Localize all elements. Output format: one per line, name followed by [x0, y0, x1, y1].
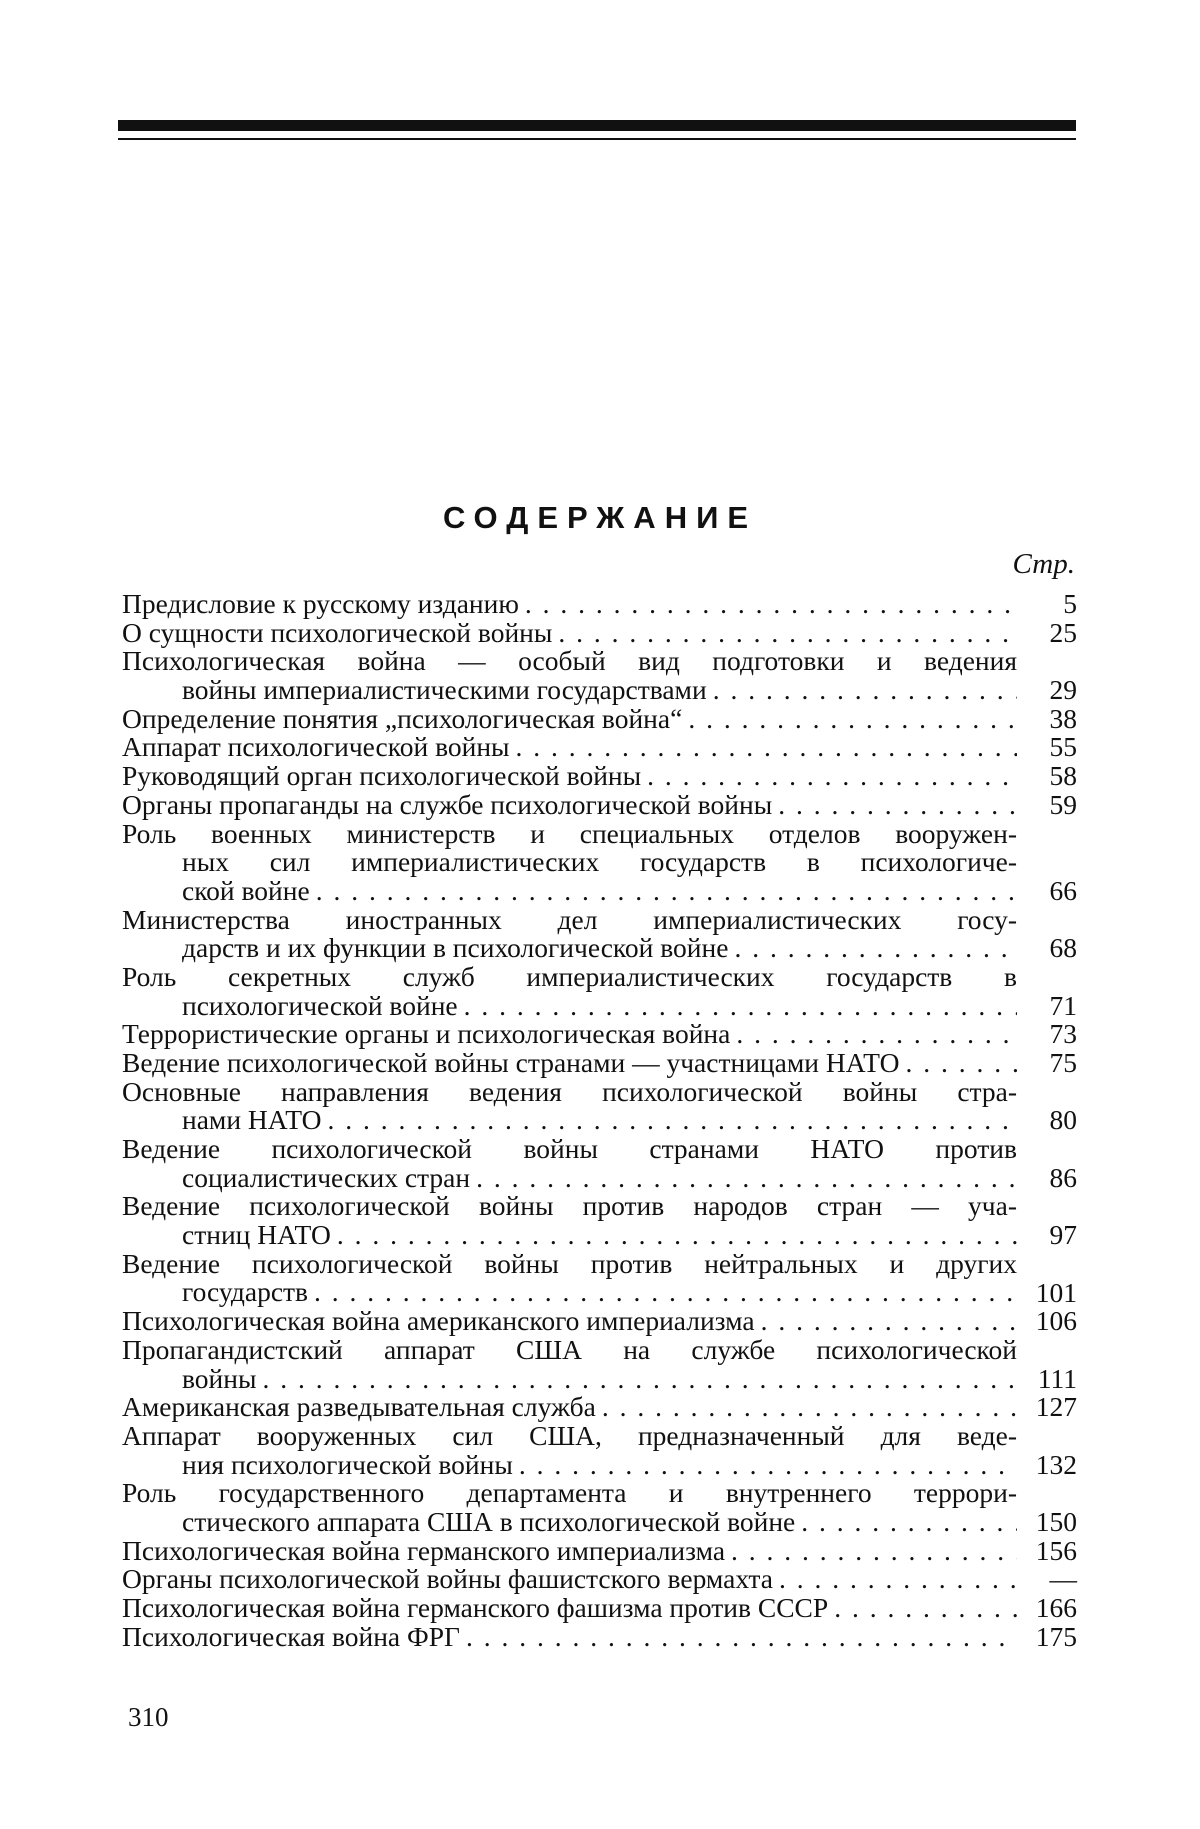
toc-entry-text: Ведение психологической войны странами — участницами НАТО — [122, 1049, 899, 1078]
toc-entry-line — [122, 733, 1017, 762]
toc-page-number: 111 — [1017, 1365, 1077, 1394]
toc-entry-line — [122, 1451, 1017, 1480]
page-title: СОДЕРЖАНИЕ — [0, 500, 1200, 536]
dot-leader — [734, 934, 1017, 963]
toc-entry — [122, 1422, 1077, 1479]
toc-entry — [122, 1336, 1077, 1393]
toc-entry-text: стического аппарата США в психологической войне — [182, 1508, 795, 1537]
toc-page-number: 127 — [1017, 1393, 1077, 1422]
toc-entry-line — [122, 1479, 1017, 1508]
toc-entry-text: ской войне — [182, 877, 310, 906]
toc-entry-line — [122, 992, 1017, 1021]
toc-entry-line — [122, 1250, 1017, 1279]
dot-leader — [328, 1106, 1017, 1135]
toc-entry-text: войны — [182, 1365, 256, 1394]
toc-entry-line — [122, 1365, 1017, 1394]
toc-entry — [122, 963, 1077, 1020]
toc-entry — [122, 619, 1077, 648]
toc-entry — [122, 1479, 1077, 1536]
dot-leader — [731, 1537, 1017, 1566]
toc-entry — [122, 1565, 1077, 1594]
dot-leader — [779, 1565, 1017, 1594]
dot-leader — [337, 1221, 1017, 1250]
toc-entry-line — [122, 762, 1017, 791]
page-column-header: Стр. — [1005, 548, 1075, 581]
toc-entry-line — [122, 848, 1017, 877]
toc-page-number: 66 — [1017, 877, 1077, 906]
toc-entry-line — [122, 590, 1017, 619]
toc-page-number: 73 — [1017, 1020, 1077, 1049]
toc-entry-line — [122, 1307, 1017, 1336]
toc-page-number: 101 — [1017, 1279, 1077, 1308]
toc-entry-text: Аппарат вооруженных сил США, предназначенный для веде- — [122, 1420, 1017, 1451]
toc-entry-text: Психологическая война — особый вид подготовки и ведения — [122, 645, 1017, 676]
toc-entry-text: Психологическая война американского империализма — [122, 1307, 755, 1336]
toc-entry-line — [122, 1279, 1017, 1308]
toc-entry-line — [122, 906, 1017, 935]
toc-page-number: 86 — [1017, 1164, 1077, 1193]
toc-entry — [122, 1307, 1077, 1336]
dot-leader — [688, 705, 1017, 734]
toc-entry-line — [122, 1336, 1017, 1365]
toc-entry-text: Роль секретных служб империалистических государств в — [122, 961, 1017, 992]
page-number: 310 — [128, 1702, 169, 1733]
toc-entry-text: О сущности психологической войны — [122, 619, 552, 648]
toc-page-number: 38 — [1017, 705, 1077, 734]
dot-leader — [525, 590, 1017, 619]
toc-entry-text: дарств и их функции в психологической войне — [182, 934, 728, 963]
toc-entry-line — [122, 705, 1017, 734]
toc-entry — [122, 647, 1077, 704]
dot-leader — [476, 1164, 1017, 1193]
toc-page-number: 58 — [1017, 762, 1077, 791]
toc-entry-line — [122, 791, 1017, 820]
toc-entry-line — [122, 1106, 1017, 1135]
toc-page-number: 71 — [1017, 992, 1077, 1021]
toc-page-number: 166 — [1017, 1594, 1077, 1623]
toc-entry-line — [122, 1393, 1017, 1422]
toc-entry — [122, 1594, 1077, 1623]
toc-entry — [122, 1537, 1077, 1566]
toc-entry — [122, 1135, 1077, 1192]
toc-entry-line — [122, 1594, 1017, 1623]
dot-leader — [801, 1508, 1017, 1537]
toc-entry-text: Предисловие к русскому изданию — [122, 590, 519, 619]
dot-leader — [558, 619, 1017, 648]
toc-page-number: 106 — [1017, 1307, 1077, 1336]
toc-entry-text: стниц НАТО — [182, 1221, 331, 1250]
toc-entry — [122, 733, 1077, 762]
toc-entry-line — [122, 676, 1017, 705]
toc-page-number: 59 — [1017, 791, 1077, 820]
toc-entry — [122, 1049, 1077, 1078]
toc-entry-text: социалистических стран — [182, 1164, 470, 1193]
dot-leader — [905, 1049, 1017, 1078]
dot-leader — [464, 992, 1017, 1021]
toc-entry — [122, 1078, 1077, 1135]
toc-page-number: 175 — [1017, 1623, 1077, 1652]
toc-entry — [122, 1623, 1077, 1652]
toc-entry-line — [122, 1508, 1017, 1537]
toc-entry-text: Ведение психологической войны против нейтральных и других — [122, 1248, 1017, 1279]
toc-entry — [122, 1192, 1077, 1249]
toc-entry-line — [122, 1135, 1017, 1164]
dot-leader — [262, 1365, 1017, 1394]
toc-entry — [122, 1250, 1077, 1307]
toc-page-number: 80 — [1017, 1106, 1077, 1135]
toc-entry-line — [122, 1422, 1017, 1451]
dot-leader — [516, 733, 1017, 762]
toc-entry-text: Определение понятия „психологическая война“ — [122, 705, 682, 734]
toc-entry-line — [122, 1192, 1017, 1221]
toc-entry-text: Психологическая война германского империализма — [122, 1537, 725, 1566]
toc-entry-text: Пропагандистский аппарат США на службе психологической — [122, 1334, 1017, 1365]
toc-entry-line — [122, 1164, 1017, 1193]
dot-leader — [466, 1623, 1017, 1652]
toc-entry-line — [122, 1623, 1017, 1652]
toc-entry-text: Ведение психологической войны странами НАТО против — [122, 1133, 1017, 1164]
toc-entry-line — [122, 820, 1017, 849]
toc-entry-text: Министерства иностранных дел империалистических госу- — [122, 904, 1017, 935]
toc-entry-text: Роль военных министерств и специальных отделов вооружен- — [122, 818, 1017, 849]
toc-entry — [122, 791, 1077, 820]
dot-leader — [761, 1307, 1017, 1336]
toc-entry — [122, 590, 1077, 619]
toc-entry-text: Основные направления ведения психологической войны стра- — [122, 1076, 1017, 1107]
dot-leader — [736, 1020, 1017, 1049]
toc-entry-line — [122, 877, 1017, 906]
toc-page-number: 156 — [1017, 1537, 1077, 1566]
toc-entry-text: Психологическая война ФРГ — [122, 1623, 460, 1652]
toc-page-number: 25 — [1017, 619, 1077, 648]
toc-entry-line — [122, 1565, 1017, 1594]
toc-entry — [122, 1393, 1077, 1422]
toc-page-number: 132 — [1017, 1451, 1077, 1480]
toc-page-number: 68 — [1017, 934, 1077, 963]
top-rule-thick — [118, 120, 1076, 131]
dot-leader — [834, 1594, 1017, 1623]
toc-entry — [122, 762, 1077, 791]
toc-entry-text: Ведение психологической войны против народов стран — уча- — [122, 1190, 1017, 1221]
toc-entry-text: психологической войне — [182, 992, 458, 1021]
dot-leader — [778, 791, 1017, 820]
toc-entry — [122, 820, 1077, 906]
toc-page-number: — — [1017, 1565, 1077, 1594]
toc-entry-text: Террористические органы и психологическая война — [122, 1020, 730, 1049]
toc-entry-line — [122, 647, 1017, 676]
toc-entry-text: Органы психологической войны фашистского вермахта — [122, 1565, 773, 1594]
dot-leader — [519, 1451, 1017, 1480]
dot-leader — [314, 1278, 1017, 1307]
toc-entry-text: Органы пропаганды на службе психологической войны — [122, 791, 772, 820]
toc-entry — [122, 705, 1077, 734]
toc-entry — [122, 1020, 1077, 1049]
toc-entry-text: Роль государственного департамента и внутреннего террори- — [122, 1477, 1017, 1508]
toc-entry — [122, 906, 1077, 963]
toc-entry-text: государств — [182, 1278, 308, 1307]
toc-entry-text: войны империалистическими государствами — [182, 676, 707, 705]
toc-entry-text: Руководящий орган психологической войны — [122, 762, 641, 791]
toc-page-number: 29 — [1017, 676, 1077, 705]
toc-entry-line — [122, 934, 1017, 963]
toc-entry-line — [122, 1049, 1017, 1078]
dot-leader — [647, 762, 1017, 791]
dot-leader — [713, 676, 1017, 705]
toc-entry-text: ных сил империалистических государств в психологиче- — [182, 846, 1017, 877]
toc-page-number: 150 — [1017, 1508, 1077, 1537]
toc-page-number: 5 — [1017, 590, 1077, 619]
toc-entry-text: ния психологической войны — [182, 1451, 513, 1480]
toc-entry-line — [122, 963, 1017, 992]
table-of-contents — [122, 590, 1077, 1651]
dot-leader — [316, 877, 1017, 906]
toc-page-number: 55 — [1017, 733, 1077, 762]
toc-entry-line — [122, 1537, 1017, 1566]
toc-entry-line — [122, 1020, 1017, 1049]
top-rule-thin — [118, 138, 1076, 140]
toc-entry-text: нами НАТО — [182, 1106, 322, 1135]
dot-leader — [602, 1393, 1017, 1422]
toc-page-number: 97 — [1017, 1221, 1077, 1250]
toc-entry-line — [122, 1078, 1017, 1107]
toc-entry-line — [122, 619, 1017, 648]
toc-page-number: 75 — [1017, 1049, 1077, 1078]
toc-entry-text: Американская разведывательная служба — [122, 1393, 596, 1422]
toc-entry-text: Аппарат психологической войны — [122, 733, 510, 762]
toc-entry-text: Психологическая война германского фашизма против СССР — [122, 1594, 828, 1623]
toc-entry-line — [122, 1221, 1017, 1250]
